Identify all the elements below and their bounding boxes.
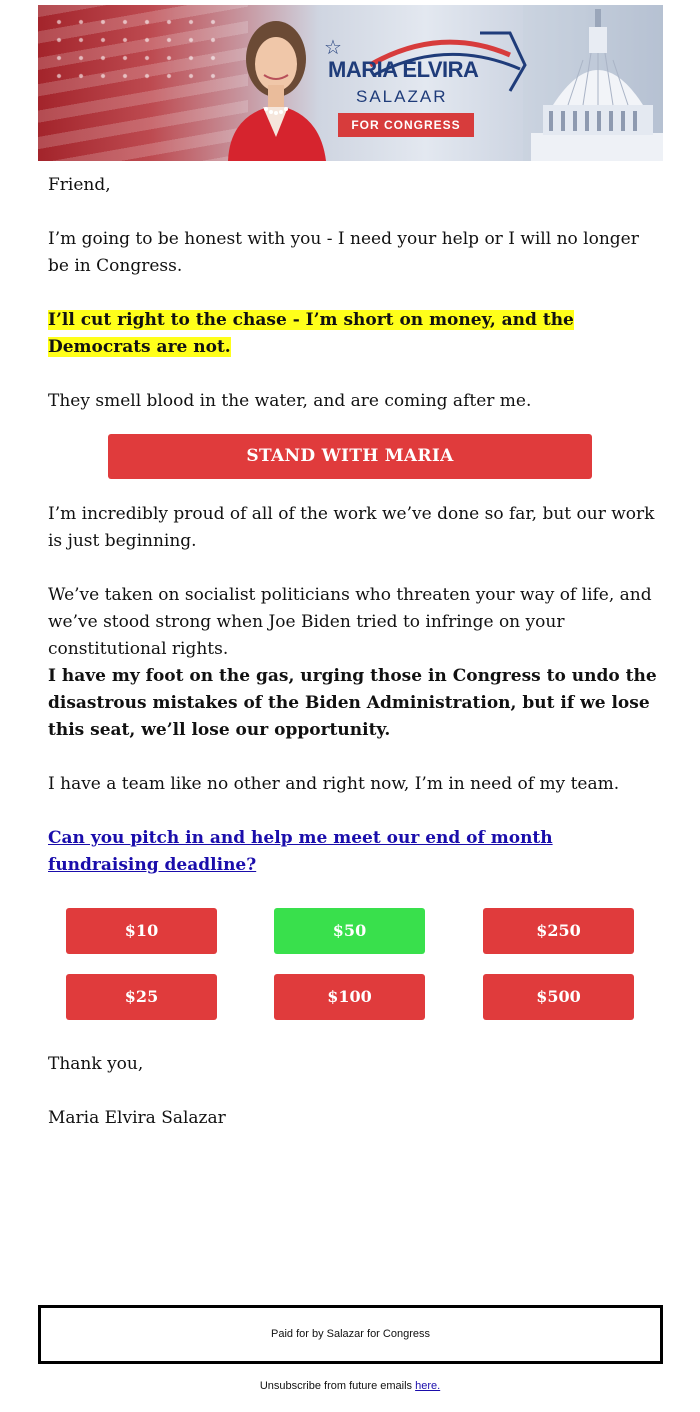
paragraph-honest: I’m going to be honest with you - I need your help or I will no longer be in Congress. (48, 229, 639, 276)
fundraising-ask-link[interactable]: Can you pitch in and help me meet our end of month fundraising deadline? (48, 828, 553, 875)
signature: Maria Elvira Salazar (48, 1108, 226, 1128)
header-banner (38, 5, 663, 161)
paid-for-text: Paid for by Salazar for Congress (271, 1328, 430, 1340)
star-icon: ☆ (324, 35, 342, 59)
logo-name-line1: MARIA ELVIRA (328, 57, 479, 82)
capitol-dome-image (523, 5, 663, 161)
unsubscribe-link[interactable]: here. (415, 1380, 441, 1392)
paragraph-foot-on-gas: I have my foot on the gas, urging those in Congress to undo the disastrous mistakes of the Biden Administration, but if we lose this seat, we’ll lose our opportunity. (48, 666, 657, 740)
signoff: Thank you, (48, 1054, 144, 1074)
paragraph-socialist: We’ve taken on socialist politicians who threaten your way of life, and we’ve stood strong when Joe Biden tried to infringe on your constitutional rights. (48, 585, 652, 659)
stand-with-maria-button[interactable]: STAND WITH MARIA (108, 434, 592, 479)
candidate-portrait-image (208, 9, 343, 161)
donate-25-button[interactable]: $25 (66, 974, 217, 1020)
campaign-logo (324, 35, 484, 143)
highlighted-text: I’ll cut right to the chase - I’m short on money, and the Democrats are not. (48, 310, 574, 357)
logo-name-line2: SALAZAR (356, 87, 448, 106)
donate-10-button[interactable]: $10 (66, 908, 217, 954)
paragraph-blood: They smell blood in the water, and are coming after me. (48, 391, 532, 411)
greeting: Friend, (48, 175, 111, 195)
donate-50-button[interactable]: $50 (274, 908, 425, 954)
paragraph-team: I have a team like no other and right now, I’m in need of my team. (48, 774, 620, 794)
paid-for-disclaimer-box (38, 1305, 663, 1364)
donate-100-button[interactable]: $100 (274, 974, 425, 1020)
unsubscribe-text: Unsubscribe from future emails (259, 1380, 413, 1392)
highlight-paragraph (48, 307, 658, 361)
paragraph-proud: I’m incredibly proud of all of the work we’ve done so far, but our work is just beginning. (48, 504, 655, 551)
logo-tagline: FOR CONGRESS (338, 113, 474, 137)
ask-paragraph (48, 825, 658, 879)
unsubscribe-line (0, 1380, 700, 1392)
donate-250-button[interactable]: $250 (483, 908, 634, 954)
flag-stars (48, 13, 218, 83)
donate-500-button[interactable]: $500 (483, 974, 634, 1020)
